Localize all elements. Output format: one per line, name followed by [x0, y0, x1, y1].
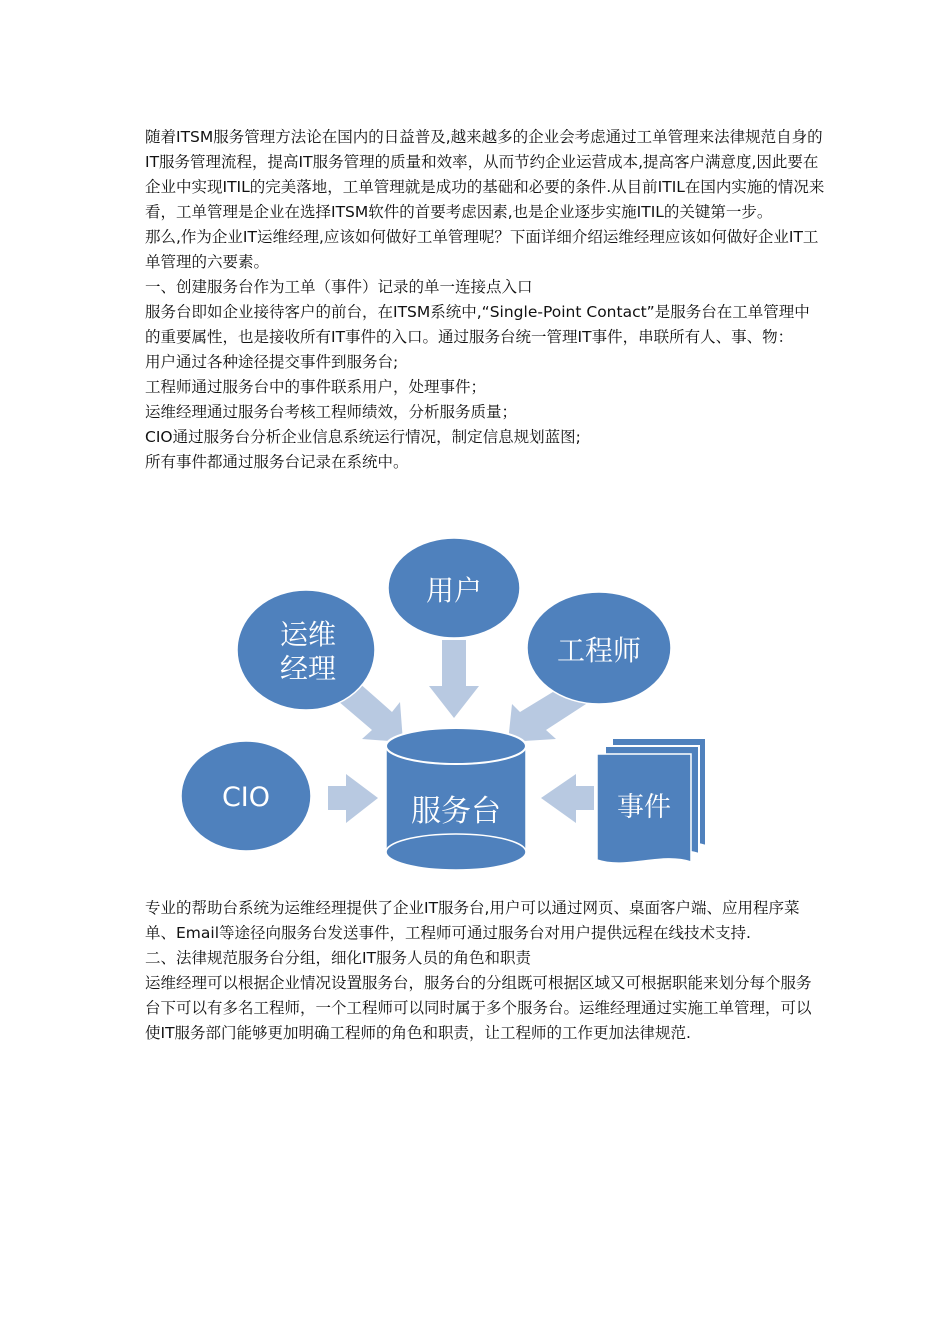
arrow-user-to-desk — [429, 640, 479, 718]
section-2-paragraph: 运维经理可以根据企业情况设置服务台，服务台的分组既可根据区域又可根据职能来划分每个服务台下可以有多名工程师，一个工程师可以同时属于多个服务台。运维经理通过实施工单管理，可以使IT服务部门能够更加明确工程师的角色和职责，让工程师的工作更加法律规范. — [145, 974, 812, 1042]
user-label: 用户 — [425, 574, 483, 607]
section-1-item-engineer: 工程师通过服务台中的事件联系用户，处理事件； — [145, 378, 487, 396]
engineer-label: 工程师 — [556, 634, 642, 667]
section-2-heading: 二、法律规范服务台分组，细化IT服务人员的角色和职责 — [145, 949, 532, 967]
section-1-heading: 一、创建服务台作为工单（事件）记录的单一连接点入口 — [145, 278, 533, 296]
service-desk-label: 服务台 — [411, 794, 501, 829]
section-1-after-paragraph: 专业的帮助台系统为运维经理提供了企业IT服务台,用户可以通过网页、桌面客户端、应用程序菜单、Email等途径向服务台发送事件，工程师可通过服务台对用户提供远程在线技术支持. — [145, 899, 800, 942]
text-block-top — [145, 125, 825, 475]
intro-paragraph-2: 那么,作为企业IT运维经理,应该如何做好工单管理呢？下面详细介绍运维经理应该如何做好企业IT工单管理的六要素。 — [145, 228, 819, 271]
ops-manager-label-line1: 运维 — [279, 618, 337, 651]
section-1-item-all-events: 所有事件都通过服务台记录在系统中。 — [145, 453, 409, 471]
incident-label: 事件 — [617, 792, 671, 823]
arrow-cio-to-desk — [328, 774, 378, 823]
section-1-paragraph: 服务台即如企业接待客户的前台，在ITSM系统中,“Single-Point Contact”是服务台在工单管理中的重要属性，也是接收所有IT事件的入口。通过服务台统一管理IT事件，串联所有人、事、物： — [145, 303, 810, 346]
text-block-bottom — [145, 896, 825, 1046]
section-1-item-user: 用户通过各种途径提交事件到服务台; — [145, 353, 399, 371]
cio-label: CIO — [221, 782, 271, 813]
section-1-item-cio: CIO通过服务台分析企业信息系统运行情况，制定信息规划蓝图; — [145, 428, 581, 446]
ops-manager-label-line2: 经理 — [279, 652, 337, 685]
section-1-item-ops-manager: 运维经理通过服务台考核工程师绩效，分析服务质量； — [145, 403, 518, 421]
intro-paragraph-1: 随着ITSM服务管理方法论在国内的日益普及,越来越多的企业会考虑通过工单管理来法律规范自身的IT服务管理流程，提高IT服务管理的质量和效率，从而节约企业运营成本,提高客户满意度,因此要在企业中实现ITIL的完美落地，工单管理就是成功的基础和必要的条件.从目前ITIL在国内实施的情况来看，工单管理是企业在选择ITSM软件的首要考虑因素,也是企业逐步实施ITIL的关键第一步。 — [145, 128, 825, 221]
arrow-incident-to-desk — [541, 774, 594, 823]
service-desk-diagram — [176, 538, 716, 873]
